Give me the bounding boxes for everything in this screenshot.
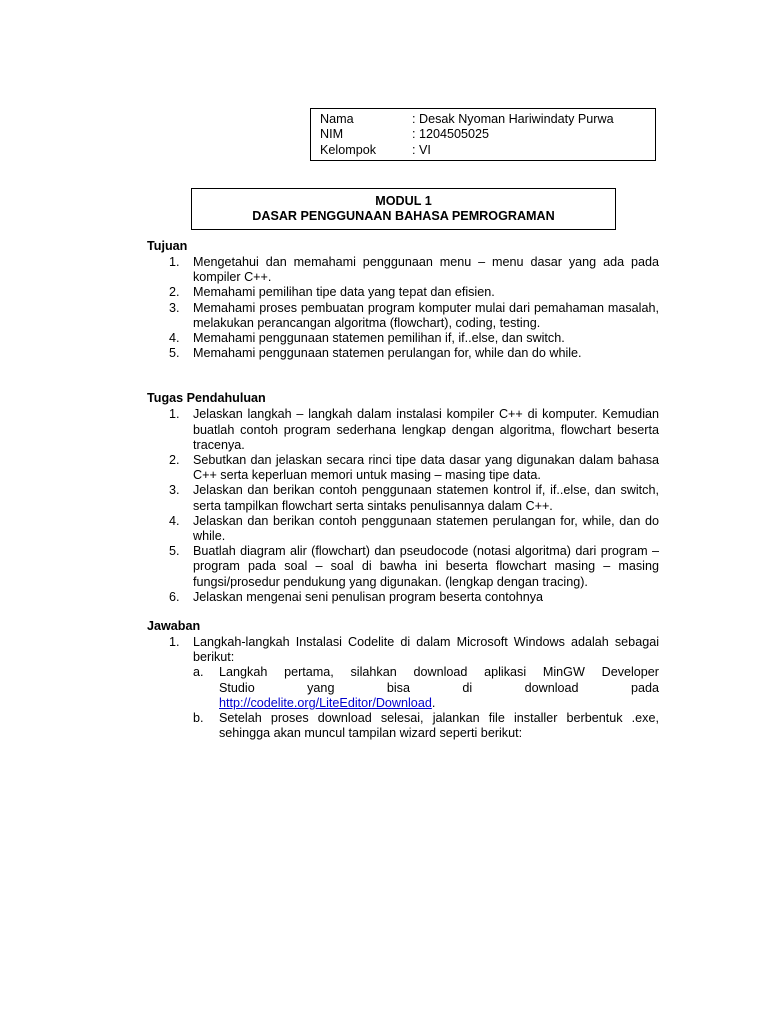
identity-row-kelompok — [320, 143, 655, 158]
section-heading-tujuan: Tujuan — [147, 239, 188, 253]
list-number: 3. — [169, 483, 180, 498]
sublist-text-line: Studio yang bisa di download pada — [219, 680, 659, 695]
section-heading-jawaban: Jawaban — [147, 619, 201, 634]
list-text: Memahami penggunaan statemen perulangan for, while dan do while. — [193, 346, 582, 361]
sublist-text: Setelah proses download selesai, jalankan file installer berbentuk .exe, sehingga akan muncul tampilan wizard seperti berikut: — [219, 711, 659, 741]
list-text: Memahami pemilihan tipe data yang tepat dan efisien. — [193, 285, 495, 300]
list-number: 4. — [169, 513, 180, 528]
identity-key: Kelompok — [320, 142, 377, 157]
sublist-letter: b. — [193, 711, 204, 726]
list-item — [147, 346, 659, 361]
list-number: 3. — [169, 300, 180, 315]
identity-key: Nama — [320, 112, 354, 126]
list-number: 5. — [169, 346, 180, 361]
list-item — [147, 407, 659, 453]
module-title: DASAR PENGGUNAAN BAHASA PEMROGRAMAN — [252, 209, 555, 224]
list-number: 2. — [169, 285, 180, 300]
list-number: 1. — [169, 635, 180, 650]
module-title-box — [191, 188, 616, 230]
download-link[interactable]: http://codelite.org/LiteEditor/Download — [219, 695, 432, 710]
list-number: 5. — [169, 544, 180, 559]
identity-box — [310, 108, 656, 161]
list-text: Buatlah diagram alir (flowchart) dan pseudocode (notasi algoritma) dari program – program pada soal – soal di bawha ini beserta flowchart masing – masing fungsi/prosedur pendukung yang digunakan. (lengkap dengan tracing). — [193, 544, 659, 589]
list-text: Jelaskan langkah – langkah dalam instalasi kompiler C++ di komputer. Kemudian buatlah contoh program sederhana lengkap dengan algoritma, flowchart beserta tracenya. — [193, 407, 659, 452]
module-number: MODUL 1 — [375, 194, 432, 208]
sublist-item-a — [193, 665, 659, 711]
list-item — [147, 453, 659, 483]
document-body — [147, 239, 659, 741]
identity-key: NIM — [320, 127, 344, 142]
list-number: 4. — [169, 331, 180, 346]
jawaban-list — [147, 635, 659, 741]
list-text: Mengetahui dan memahami penggunaan menu – menu dasar yang ada pada kompiler C++. — [193, 255, 659, 285]
list-text: Memahami proses pembuatan program komputer mulai dari pemahaman masalah, melakukan perancangan algoritma (flowchart), coding, testing. — [193, 300, 659, 330]
list-item — [147, 255, 659, 285]
list-item — [147, 301, 659, 331]
identity-value: : Desak Nyoman Hariwindaty Purwa — [412, 112, 614, 126]
list-item — [147, 544, 659, 590]
identity-row-nama — [320, 112, 655, 127]
sublist-item-b — [193, 711, 659, 741]
list-number: 1. — [169, 407, 180, 422]
jawaban-sublist — [193, 665, 659, 741]
list-text: Sebutkan dan jelaskan secara rinci tipe data dasar yang digunakan dalam bahasa C++ serta keperluan memori untuk masing – masing tipe data. — [193, 453, 659, 483]
list-number: 6. — [169, 589, 180, 604]
list-item — [147, 483, 659, 513]
list-item — [147, 331, 659, 346]
list-item — [147, 590, 659, 605]
list-item — [147, 514, 659, 544]
identity-value: : 1204505025 — [412, 127, 490, 142]
list-text: Langkah-langkah Instalasi Codelite di dalam Microsoft Windows adalah sebagai berikut: — [193, 635, 659, 665]
list-number: 1. — [169, 255, 180, 269]
list-text: Jelaskan dan berikan contoh penggunaan statemen kontrol if, if..else, dan switch, serta tampilkan flowchart serta sintaks penulisannya dalam C++. — [193, 483, 659, 513]
list-number: 2. — [169, 453, 180, 468]
list-item — [147, 285, 659, 300]
section-heading-tugas: Tugas Pendahuluan — [147, 391, 266, 406]
sublist-letter: a. — [193, 665, 204, 680]
sublist-text-line: Langkah pertama, silahkan download aplikasi MinGW Developer — [219, 665, 659, 680]
list-text: Jelaskan mengenai seni penulisan program beserta contohnya — [193, 589, 544, 604]
list-text: Jelaskan dan berikan contoh penggunaan statemen perulangan for, while, dan do while. — [193, 513, 659, 544]
identity-value: : VI — [412, 142, 431, 157]
link-period: . — [431, 695, 436, 710]
list-item — [147, 635, 659, 741]
tugas-list — [147, 407, 659, 605]
identity-row-nim — [320, 127, 655, 142]
list-text: Memahami penggunaan statemen pemilihan if, if..else, dan switch. — [193, 331, 565, 346]
tujuan-list — [147, 255, 659, 361]
